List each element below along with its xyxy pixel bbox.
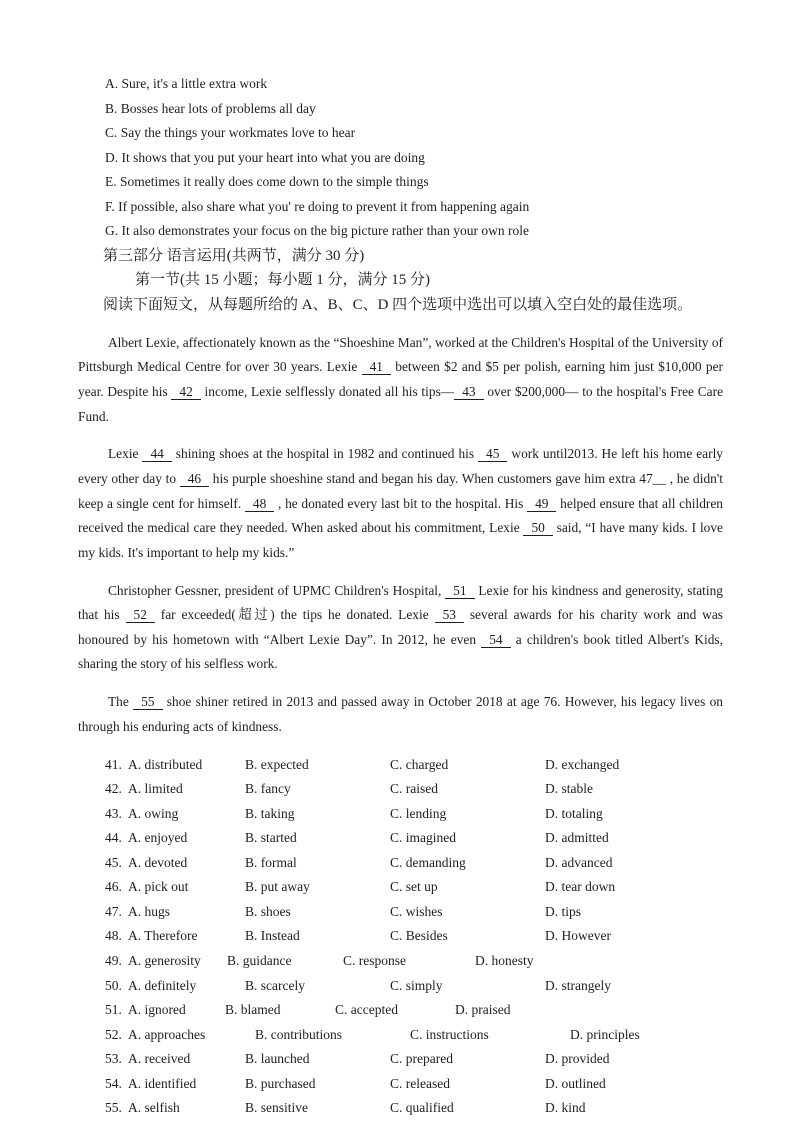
option-a: A. approaches [128, 1026, 206, 1042]
question-row-46 [105, 875, 723, 900]
option-b: B. formal [245, 854, 297, 870]
seven-choice-options [78, 72, 723, 244]
option-c: C. demanding [390, 854, 466, 870]
option-b: B. launched [245, 1051, 310, 1067]
option-b: B. sensitive [245, 1100, 308, 1116]
question-number: 50. [105, 977, 122, 993]
option-b: B. shoes [245, 903, 291, 919]
option-c: C. charged [390, 756, 449, 772]
question-number: 49. [105, 953, 122, 968]
question-row-41 [105, 753, 723, 778]
option-d: D. exchanged [545, 756, 620, 772]
cloze-blank-51: 51 [445, 583, 474, 599]
option-a: A. pick out [128, 879, 189, 895]
option-d: D. admitted [545, 830, 609, 846]
option-a: A. generosity [128, 953, 201, 968]
option-b: B. put away [245, 879, 310, 895]
cloze-passage [78, 331, 723, 739]
option-b: B. fancy [245, 781, 291, 797]
question-row-44 [105, 826, 723, 851]
question-number: 44. [105, 830, 122, 846]
option-a: A. distributed [128, 756, 203, 772]
option-c: C. raised [390, 781, 438, 797]
question-row-55 [105, 1096, 723, 1121]
question-number: 51. [105, 1002, 122, 1018]
seven-choice-option-a: A. Sure, it's a little extra work [105, 76, 268, 91]
option-a: A. received [128, 1051, 191, 1067]
cloze-blank-53: 53 [435, 607, 464, 623]
question-number: 46. [105, 879, 122, 895]
cloze-blank-45: 45 [478, 446, 507, 462]
option-d: D. praised [455, 1002, 511, 1018]
option-a: A. enjoyed [128, 830, 188, 846]
question-row-43 [105, 802, 723, 827]
option-b: B. expected [245, 756, 309, 772]
question-number: 54. [105, 1075, 122, 1091]
option-c: C. lending [390, 805, 447, 821]
option-c: C. instructions [410, 1026, 489, 1042]
option-b: B. blamed [225, 1002, 281, 1018]
page-content [78, 72, 723, 1121]
option-b: B. guidance [227, 953, 292, 968]
option-c: C. wishes [390, 903, 443, 919]
question-number: 48. [105, 928, 122, 944]
cloze-blank-46: 46 [180, 471, 209, 487]
seven-choice-option-f: F. If possible, also share what you' re doing to prevent it from happening again [105, 198, 530, 214]
option-d: D. provided [545, 1051, 610, 1067]
passage-paragraph-3: Christopher Gessner, president of UPMC Children's Hospital, 51 Lexie for his kindness and generosity, stating that his 52 far exceeded(超过) the tips he donated. Lexie 53 several awards for his charity work and was honoured by his hometown with “Albert Lexie Day”. In 2012, he even 54 a children's book titled Albert's Kids, sharing the story of his selfless work. [78, 582, 724, 672]
seven-choice-option-b: B. Bosses hear lots of problems all day [105, 100, 316, 116]
option-d: D. honesty [475, 953, 534, 968]
option-b: B. taking [245, 805, 295, 821]
option-a: A. identified [128, 1075, 197, 1091]
question-row-49 [105, 949, 723, 974]
option-c: C. prepared [390, 1051, 453, 1067]
question-number: 55. [105, 1100, 122, 1116]
option-b: B. purchased [245, 1075, 316, 1091]
option-a: A. owing [128, 805, 179, 821]
option-d: D. kind [545, 1100, 586, 1116]
cloze-blank-52: 52 [126, 607, 155, 623]
question-number: 47. [105, 903, 122, 919]
seven-choice-option-g: G. It also demonstrates your focus on the big picture rather than your own role [105, 223, 530, 239]
part3-heading: 第三部分 语言运用(共两节，满分 30 分) [103, 247, 365, 264]
option-b: B. started [245, 830, 297, 846]
question-number: 41. [105, 756, 122, 772]
option-d: D. However [545, 928, 611, 944]
option-d: D. tips [545, 903, 582, 919]
option-c: C. Besides [390, 928, 448, 944]
cloze-blank-48: 48 [245, 496, 274, 512]
option-c: C. response [343, 953, 406, 968]
cloze-blank-54: 54 [481, 632, 510, 648]
question-row-54 [105, 1072, 723, 1097]
seven-choice-option-d: D. It shows that you put your heart into what you are doing [105, 149, 425, 165]
cloze-blank-49: 49 [527, 496, 556, 512]
question-row-42 [105, 777, 723, 802]
question-number: 42. [105, 781, 122, 797]
option-c: C. set up [390, 879, 438, 895]
cloze-blank-42: 42 [171, 384, 200, 400]
question-number: 53. [105, 1051, 122, 1067]
question-row-45 [105, 851, 723, 876]
option-d: D. stable [545, 781, 593, 797]
question-number: 43. [105, 805, 122, 821]
cloze-questions [78, 753, 723, 1121]
cloze-instruction: 阅读下面短文，从每题所给的 A、B、C、D 四个选项中选出可以填入空白处的最佳选项。 [103, 296, 693, 313]
option-a: A. hugs [128, 903, 171, 919]
question-row-48 [105, 924, 723, 949]
option-c: C. accepted [335, 1002, 398, 1018]
passage-paragraph-1: Albert Lexie, affectionately known as the “Shoeshine Man”, worked at the Children's Hospital of the University of Pittsburgh Medical Centre for over 30 years. Lexie 41 between $2 and $5 per polish, earning him just $10,000 per year. Despite his 42 income, Lexie selflessly donated all his tips— 43 over $200,000— to the hospital's Free Care Fund. [78, 334, 724, 424]
option-a: A. devoted [128, 854, 188, 870]
question-number: 45. [105, 854, 122, 870]
option-c: C. qualified [390, 1100, 454, 1116]
question-number: 52. [105, 1026, 122, 1042]
passage-paragraph-2: Lexie 44 shining shoes at the hospital in 1982 and continued his 45 work until2013. He left his home early every other day to 46 his purple shoeshine stand and began his day. When customers gave him extra 47__ , he didn't keep a single cent for himself. 48 , he donated every last bit to the hospital. His 49 helped ensure that all children received the medical care they needed. When asked about his commitment, Lexie 50 said, “I have many kids. I love my kids. It's important to help my kids.” [78, 446, 723, 560]
cloze-blank-41: 41 [362, 359, 391, 375]
question-row-51 [105, 998, 723, 1023]
option-b: B. scarcely [245, 977, 305, 993]
option-a: A. ignored [128, 1002, 186, 1018]
seven-choice-option-c: C. Say the things your workmates love to hear [105, 125, 356, 141]
option-d: D. outlined [545, 1075, 606, 1091]
option-a: A. selfish [128, 1100, 180, 1116]
option-b: B. contributions [255, 1026, 342, 1042]
option-d: D. advanced [545, 854, 613, 870]
section1-heading: 第一节(共 15 小题；每小题 1 分，满分 15 分) [135, 272, 430, 289]
option-a: A. Therefore [128, 928, 198, 944]
option-d: D. strangely [545, 977, 611, 993]
question-row-47 [105, 900, 723, 925]
option-d: D. principles [570, 1026, 640, 1042]
option-c: C. simply [390, 977, 443, 993]
seven-choice-option-e: E. Sometimes it really does come down to the simple things [105, 174, 429, 190]
cloze-blank-44: 44 [142, 446, 171, 462]
cloze-blank-55: 55 [133, 694, 162, 710]
option-a: A. limited [128, 781, 183, 797]
option-a: A. definitely [128, 977, 197, 993]
option-d: D. tear down [545, 879, 616, 895]
option-b: B. Instead [245, 928, 300, 944]
option-c: C. released [390, 1075, 450, 1091]
option-c: C. imagined [390, 830, 456, 846]
question-row-50 [105, 974, 723, 999]
question-row-52 [105, 1023, 723, 1048]
cloze-blank-50: 50 [523, 520, 552, 536]
option-d: D. totaling [545, 805, 603, 821]
cloze-blank-43: 43 [454, 384, 483, 400]
question-row-53 [105, 1047, 723, 1072]
passage-paragraph-4: The 55 shoe shiner retired in 2013 and passed away in October 2018 at age 76. However, his legacy lives on through his enduring acts of kindness. [78, 694, 723, 734]
